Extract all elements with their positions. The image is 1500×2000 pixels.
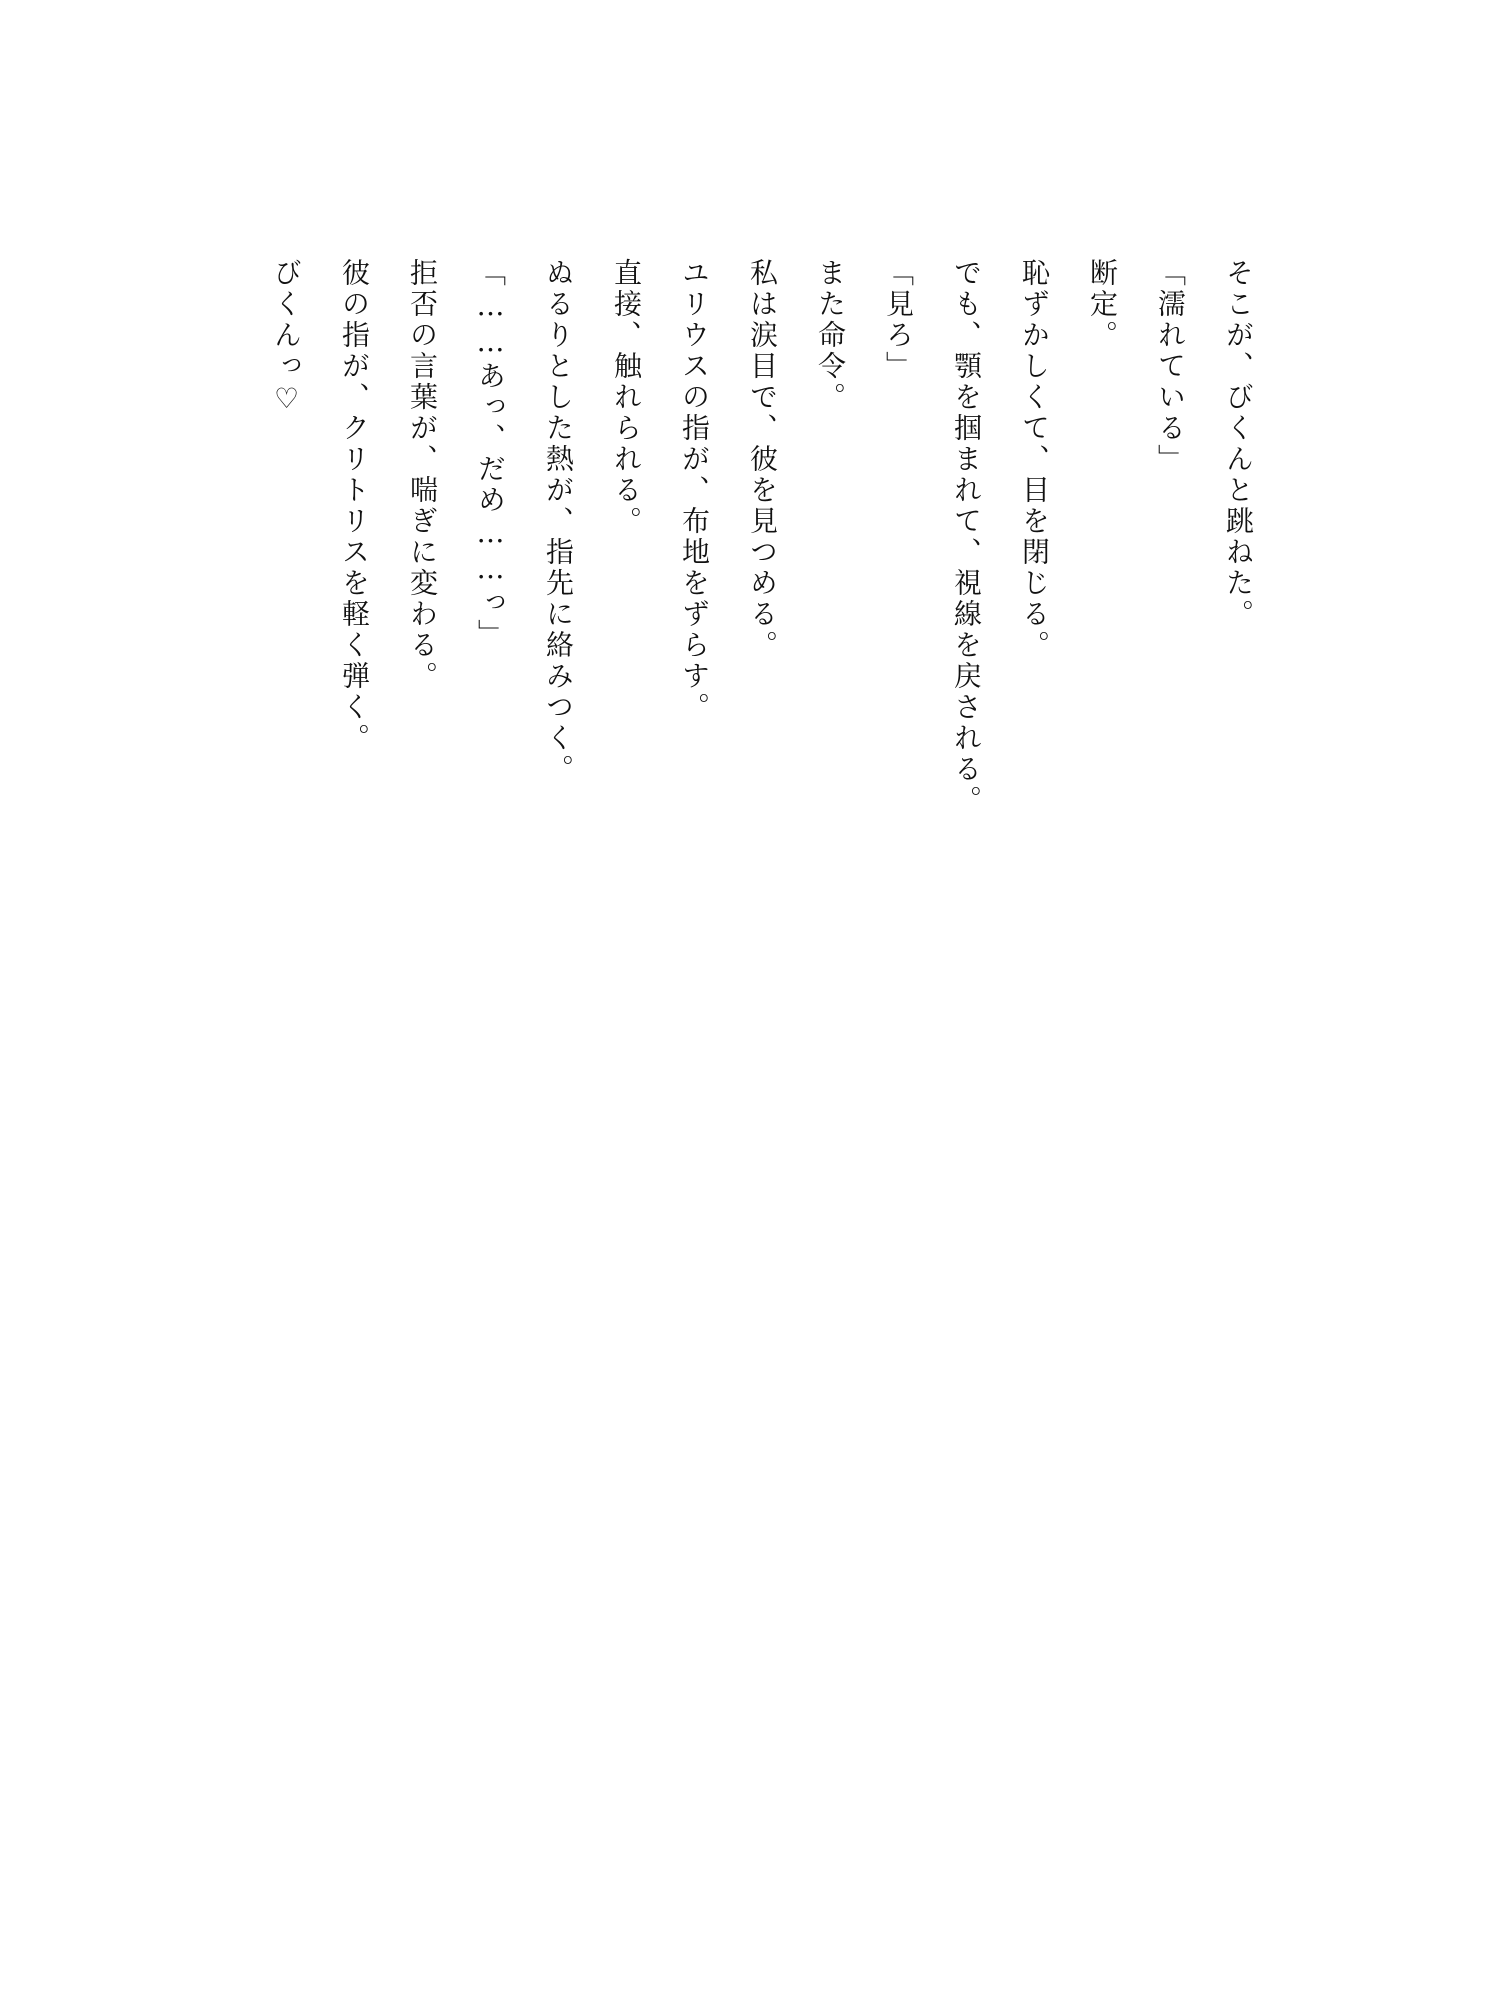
vertical-text-body (252, 258, 1272, 918)
text-line-10: 直接、触れられる。 (610, 258, 643, 537)
text-line-7: また命令。 (814, 258, 847, 413)
text-line-11: ぬるりとした熱が、指先に絡みつく。 (542, 258, 575, 785)
text-line-12: 「……あっ、だめ……っ」 (474, 258, 507, 650)
text-line-9: ユリウスの指が、布地をずらす。 (678, 258, 711, 723)
text-line-6: 「見ろ」 (882, 258, 915, 382)
text-line-4: 恥ずかしくて、目を閉じる。 (1018, 258, 1051, 661)
text-line-1: そこが、びくんと跳ねた。 (1222, 258, 1255, 630)
text-line-15: びくんっ♡ (270, 258, 303, 418)
text-line-2: 「濡れている」 (1154, 258, 1187, 475)
text-line-5: でも、顎を掴まれて、視線を戻される。 (950, 258, 983, 816)
text-line-3: 断定。 (1086, 258, 1119, 351)
text-line-13: 拒否の言葉が、喘ぎに変わる。 (406, 258, 439, 692)
text-line-8: 私は涙目で、彼を見つめる。 (746, 258, 779, 661)
text-line-14: 彼の指が、クリトリスを軽く弾く。 (338, 258, 371, 754)
